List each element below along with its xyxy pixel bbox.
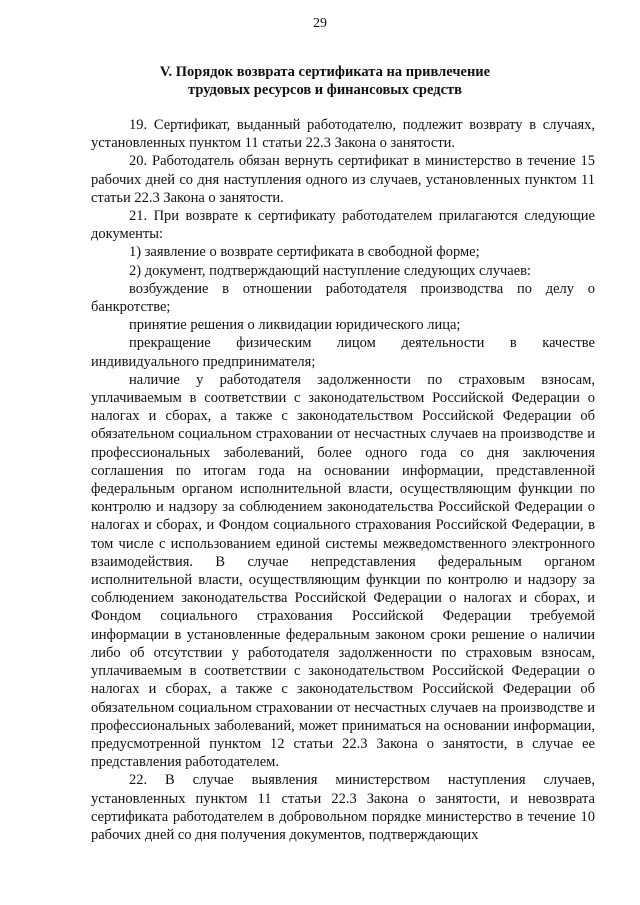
list-item-1: 1) заявление о возврате сертификата в свободной форме; — [129, 244, 480, 261]
case-bankruptcy: возбуждение в отношении работодателя производства по делу о банкротстве; — [91, 280, 595, 316]
section-heading-line-1: V. Порядок возврата сертификата на привлечение — [159, 64, 491, 80]
paragraph-19: 19. Сертификат, выданный работодателю, подлежит возврату в случаях, установленных пунктом 11 статьи 22.3 Закона о занятости. — [91, 117, 595, 152]
case-liquidation: принятие решения о ликвидации юридического лица; — [129, 317, 461, 334]
list-item-2: 2) документ, подтверждающий наступление следующих случаев: — [129, 262, 531, 279]
section-heading-line-2: трудовых ресурсов и финансовых средств — [188, 82, 462, 98]
page-number: 29 — [313, 16, 327, 31]
paragraph-22: 22. В случае выявления министерством наступления случаев, установленных пунктом 11 статьи 22.3 Закона о занятости, и невозврата сертификата работодателем в добровольном порядке министерство в течение 10 рабочих дней со дня получения документов, подтверждающих — [91, 772, 595, 843]
case-entrepreneur-termination: прекращение физическим лицом деятельности в качестве индивидуального предпринимателя; — [91, 335, 595, 370]
paragraph-20: 20. Работодатель обязан вернуть сертификат в министерство в течение 15 рабочих дней со дня наступления одного из случаев, установленных пунктом 11 статьи 22.3 Закона о занятости. — [91, 153, 595, 206]
document-body — [91, 116, 595, 844]
case-insurance-debt: наличие у работодателя задолженности по страховым взносам, уплачиваемым в соответствии с законодательством Российской Федерации о налогах и сборах, а также с законодательством Российской Федерации об обязательном социальном страховании от несчастных случаев на производстве и профессиональных заболеваний, более одного года со дня заключения соглашения по итогам года на основании информации, представленной федеральным органом исполнительной власти, осуществляющим функции по контролю и надзору за соблюдением законодательства Российской Федерации о налогах и сборах, и Фондом социального страхования Российской Федерации, в том числе с использованием единой системы межведомственного электронного взаимодействия. В случае непредставления федеральным органом исполнительной власти, осуществляющим функции по контролю и надзору за соблюдением законодательства Российской Федерации о налогах и сборах, и Фондом социального страхования Российской Федерации требуемой информации в установленные федеральным законом сроки решение о наличии либо об отсутствии у работодателя задолженности по страховым взносам, уплачиваемым в соответствии с законодательством Российской Федерации о налогах и сборах, а также с законодательством Российской Федерации об обязательном социальном страховании от несчастных случаев на производстве и профессиональных заболеваний, может приниматься на основании информации, предусмотренной пунктом 12 статьи 22.3 Закона о занятости, в случае ее представления работодателем. — [91, 371, 595, 771]
paragraph-21: 21. При возврате к сертификату работодателем прилагаются следующие документы: — [91, 208, 595, 243]
section-heading — [90, 63, 560, 99]
